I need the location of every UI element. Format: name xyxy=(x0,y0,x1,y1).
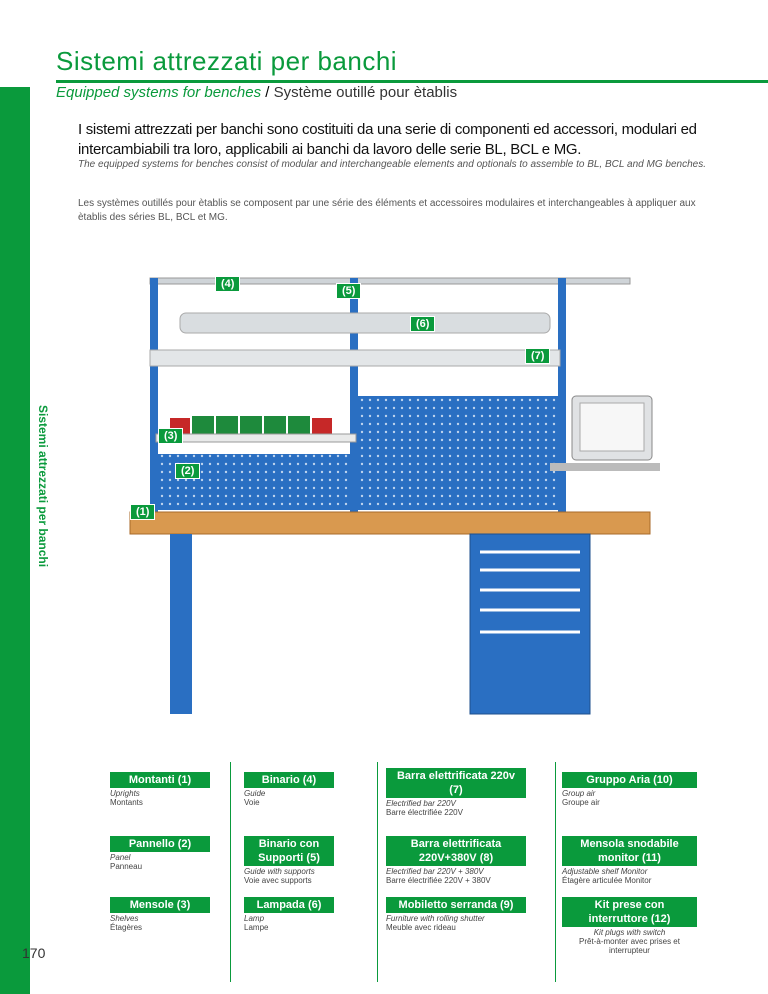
sidebar-label-text: Sistemi attrezzati per banchi xyxy=(36,405,50,568)
callout-6: (6) xyxy=(410,316,435,332)
legend-en: Electrified bar 220V + 380V xyxy=(386,867,484,876)
subtitle-fr: Système outillé pour ètablis xyxy=(273,84,458,101)
subtitle-sep: / xyxy=(261,84,274,101)
callout-3: (3) xyxy=(158,428,183,444)
intro-english: The equipped systems for benches consist of modular and interchangeable elements and optionals to assemble to BL, BCL and MG benches. xyxy=(78,159,706,170)
legend-fr: Prêt-à-monter avec prises et interrupteur xyxy=(579,937,680,955)
legend-en: Guide with supports xyxy=(244,867,315,876)
subtitle xyxy=(56,84,457,101)
subtitle-en: Equipped systems for benches xyxy=(56,84,262,101)
legend-en: Panel xyxy=(110,853,131,862)
legend-head: Pannello (2) xyxy=(110,836,210,852)
callout-5: (5) xyxy=(336,283,361,299)
legend-head: Binario (4) xyxy=(244,772,334,788)
legend-head: Gruppo Aria (10) xyxy=(562,772,697,788)
bins xyxy=(170,416,332,434)
callout-4: (4) xyxy=(215,276,240,292)
legend-item xyxy=(386,897,526,932)
legend-item xyxy=(244,836,334,885)
legend-fr: Voie avec supports xyxy=(244,876,312,885)
legend-divider xyxy=(555,762,556,982)
lamp-bar xyxy=(180,313,550,333)
legend-item xyxy=(110,897,210,932)
panel-right xyxy=(358,396,558,510)
legend-en: Adjustable shelf Monitor xyxy=(562,867,648,876)
drawer-unit xyxy=(470,534,590,714)
legend-divider xyxy=(230,762,231,982)
legend-item xyxy=(244,897,334,932)
leg-left xyxy=(170,534,192,714)
legend-head: Barra elettrificata 220V+380V (8) xyxy=(386,836,526,866)
legend-fr: Lampe xyxy=(244,923,269,932)
upright-left xyxy=(150,278,158,518)
page-number: 170 xyxy=(22,945,46,961)
worktop xyxy=(130,512,650,534)
callout-2: (2) xyxy=(175,463,200,479)
legend-head: Barra elettrificata 220v (7) xyxy=(386,768,526,798)
legend-fr: Voie xyxy=(244,798,260,807)
workbench-illustration xyxy=(110,268,710,718)
legend-item xyxy=(562,897,697,955)
legend-fr: Panneau xyxy=(110,862,143,871)
legend-head: Binario con Supporti (5) xyxy=(244,836,334,866)
sidebar-band xyxy=(0,87,30,994)
intro-italian: I sistemi attrezzati per banchi sono costituiti da una serie di componenti ed accessori, modulari ed intercambiabili tra loro, applicabili ai banchi da lavoro delle serie BL, BCL e MG. xyxy=(78,121,697,158)
legend-en: Furniture with rolling shutter xyxy=(386,914,485,923)
legend-fr: Barre électrifiée 220V + 380V xyxy=(386,876,491,885)
callout-1: (1) xyxy=(130,504,155,520)
page-title: Sistemi attrezzati per banchi xyxy=(56,46,398,76)
legend-item xyxy=(110,772,210,807)
legend-fr: Groupe air xyxy=(562,798,600,807)
callout-7: (7) xyxy=(525,348,550,364)
legend-head: Kit prese con interruttore (12) xyxy=(562,897,697,927)
legend-fr: Étagères xyxy=(110,923,143,932)
legend-divider xyxy=(377,762,378,982)
legend-en: Uprights xyxy=(110,789,140,798)
legend-item xyxy=(386,836,526,885)
title-rule xyxy=(56,80,768,83)
intro-french: Les systèmes outillés pour ètablis se composent par une série des éléments et accessoires modulaires et interchangeables à appliquer aux ètablis des séries BL, BCL et MG. xyxy=(78,198,696,223)
legend-en: Shelves xyxy=(110,914,139,923)
legend-head: Mensole (3) xyxy=(110,897,210,913)
electrified-bar xyxy=(150,350,560,366)
upright-right xyxy=(558,278,566,518)
legend-fr: Étagère articulée Monitor xyxy=(562,876,652,885)
legend-head: Lampada (6) xyxy=(244,897,334,913)
legend-en: Kit plugs with switch xyxy=(593,928,666,937)
legend-en: Lamp xyxy=(244,914,265,923)
monitor-shelf xyxy=(550,463,660,471)
legend-item xyxy=(244,772,334,807)
sidebar-vertical-label xyxy=(32,405,52,595)
legend-fr: Montants xyxy=(110,798,143,807)
legend-en: Guide xyxy=(244,789,266,798)
legend-fr: Meuble avec rideau xyxy=(386,923,456,932)
legend-en: Electrified bar 220V xyxy=(386,799,456,808)
legend-item xyxy=(110,836,210,871)
legend-en: Group air xyxy=(562,789,596,798)
legend-head: Mobiletto serranda (9) xyxy=(386,897,526,913)
legend-head: Mensola snodabile monitor (11) xyxy=(562,836,697,866)
legend-item xyxy=(562,772,697,807)
legend-item xyxy=(386,768,526,817)
legend-head: Montanti (1) xyxy=(110,772,210,788)
shelf xyxy=(156,434,356,442)
legend-item xyxy=(562,836,697,885)
legend-fr: Barre électrifiée 220V xyxy=(386,808,463,817)
